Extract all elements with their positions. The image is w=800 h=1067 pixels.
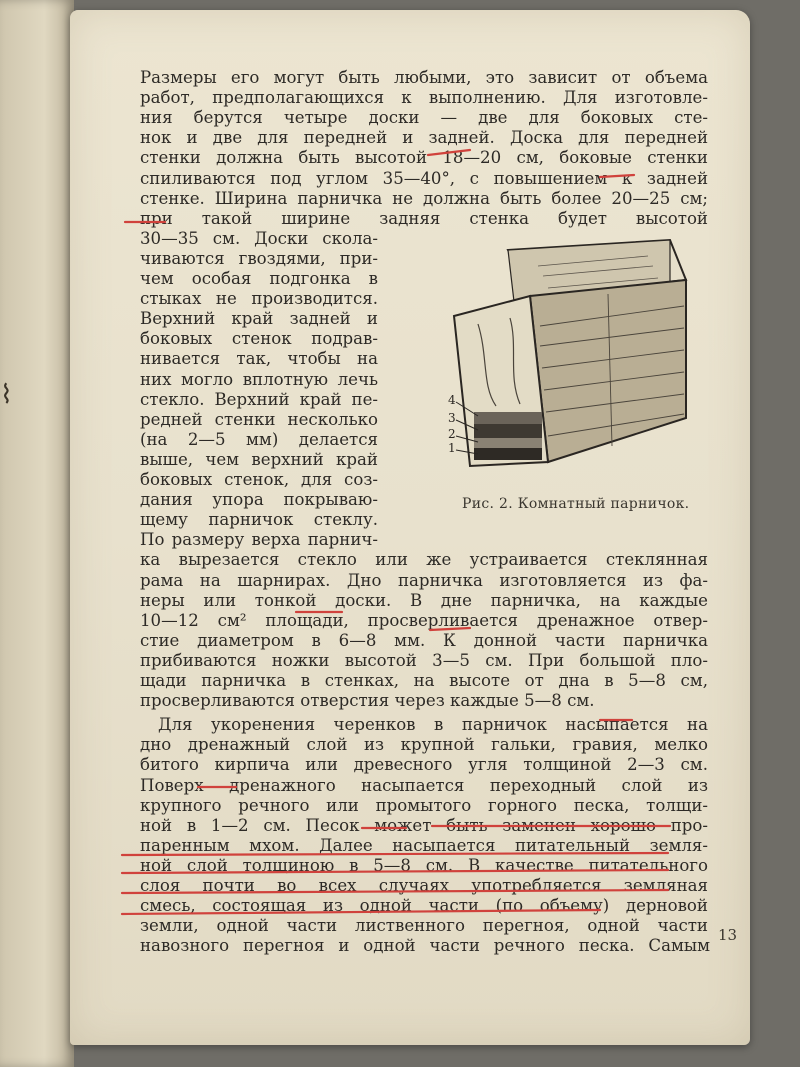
text-line: ка вырезается стекло или же устраивается стеклянная <box>140 550 708 570</box>
text-line: стенки должна быть высотой 18—20 см, боковые стенки <box>140 148 708 168</box>
text-line: работ, предполагающихся к выполнению. Для изготовле- <box>140 88 708 108</box>
text-line: стие диаметром в 6—8 мм. К донной части парничка <box>140 630 708 650</box>
text-line: нивается так, чтобы на <box>140 349 378 369</box>
text-line: земли, одной части лиственного перегноя, одной части <box>140 916 708 936</box>
left-page-edge <box>0 0 74 1067</box>
text-line: спиливаются под углом 35—40°, с повышением к задней <box>140 168 708 188</box>
text-line: навозного перегноя и одной части речного песка. Самым <box>140 936 710 956</box>
text-line: крупного речного или промытого горного песка, толщи- <box>140 795 708 815</box>
text-line: рама на шарнирах. Дно парничка изготовляется из фа- <box>140 570 708 590</box>
text-line: стекло. Верхний край пе- <box>140 389 378 409</box>
layer-1 <box>474 448 542 460</box>
text-line: слоя почти во всех случаях употребляется земляная <box>140 876 708 895</box>
text-line: просверливаются отверстия через каждые 5—8 см. <box>140 691 595 711</box>
text-line: щему парничок стеклу. <box>140 510 378 530</box>
text-line: дания упора покрываю- <box>140 490 378 510</box>
book-page <box>70 10 750 1045</box>
text-line: ной слой толщиною в 5—8 см. В качестве питательного <box>140 855 708 875</box>
text-line: прибиваются ножки высотой 3—5 см. При большой пло- <box>140 650 708 670</box>
figure-hotbed-illustration <box>448 236 708 486</box>
text-line: редней стенки несколько <box>140 409 378 429</box>
text-line: при такой ширине задняя стенка будет высотой <box>140 208 708 228</box>
text-line: боковых стенок подрав- <box>140 329 378 349</box>
layer-3 <box>474 424 542 438</box>
text-line: нок и две для передней и задней. Доска для передней <box>140 128 708 148</box>
text-line: выше, чем верхний край <box>140 449 378 469</box>
layer-label-3: 3 <box>448 411 456 425</box>
left-page-mark: ⌇ <box>0 380 13 410</box>
text-line: них могло вплотную лечь <box>140 369 378 389</box>
layer-label-4: 4 <box>448 393 456 407</box>
text-line: неры или тонкой доски. В дне парничка, на каждые <box>140 590 708 610</box>
text-line: Поверх дренажного насыпается переходный слой из <box>140 775 708 795</box>
text-line: паренным мхом. Далее насыпается питательный земля- <box>140 835 708 855</box>
text-line: чиваются гвоздями, при- <box>140 248 378 268</box>
text-line: дно дренажный слой из крупной гальки, гравия, мелко <box>140 735 708 755</box>
layer-2 <box>474 438 542 448</box>
text-line: ной в 1—2 см. Песок может быть заменен хорошо про- <box>140 815 708 835</box>
text-line: стыках не производится. <box>140 289 378 309</box>
layer-4 <box>474 412 542 424</box>
text-line: (на 2—5 мм) делается <box>140 429 378 449</box>
text-line: Размеры его могут быть любыми, это зависит от объема <box>140 68 708 87</box>
text-line: Для укоренения черенков в парничок насыпается на <box>158 715 708 735</box>
text-line: 10—12 см² площади, просверливается дренажное отвер- <box>140 610 708 630</box>
text-line: Верхний край задней и <box>140 309 378 329</box>
text-line: По размеру верха парнич- <box>140 530 378 550</box>
text-line: битого кирпича или древесного угля толщиной 2—3 см. <box>140 755 708 775</box>
text-line: чем особая подгонка в <box>140 269 378 288</box>
text-line: смесь, состоящая из одной части (по объему) дерновой <box>140 896 708 916</box>
layer-label-2: 2 <box>448 427 456 441</box>
layer-label-1: 1 <box>448 441 456 455</box>
page-number: 13 <box>718 926 738 944</box>
text-line: стенке. Ширина парничка не должна быть более 20—25 см; <box>140 188 708 208</box>
text-line: щади парничка в стенках, на высоте от дна в 5—8 см, <box>140 671 708 690</box>
figure-caption: Рис. 2. Комнатный парничок. <box>462 496 690 512</box>
text-line: ния берутся четыре доски — две для боковых сте- <box>140 108 708 128</box>
text-line: боковых стенок, для соз- <box>140 470 378 489</box>
text-line: 30—35 см. Доски скола- <box>140 228 378 248</box>
